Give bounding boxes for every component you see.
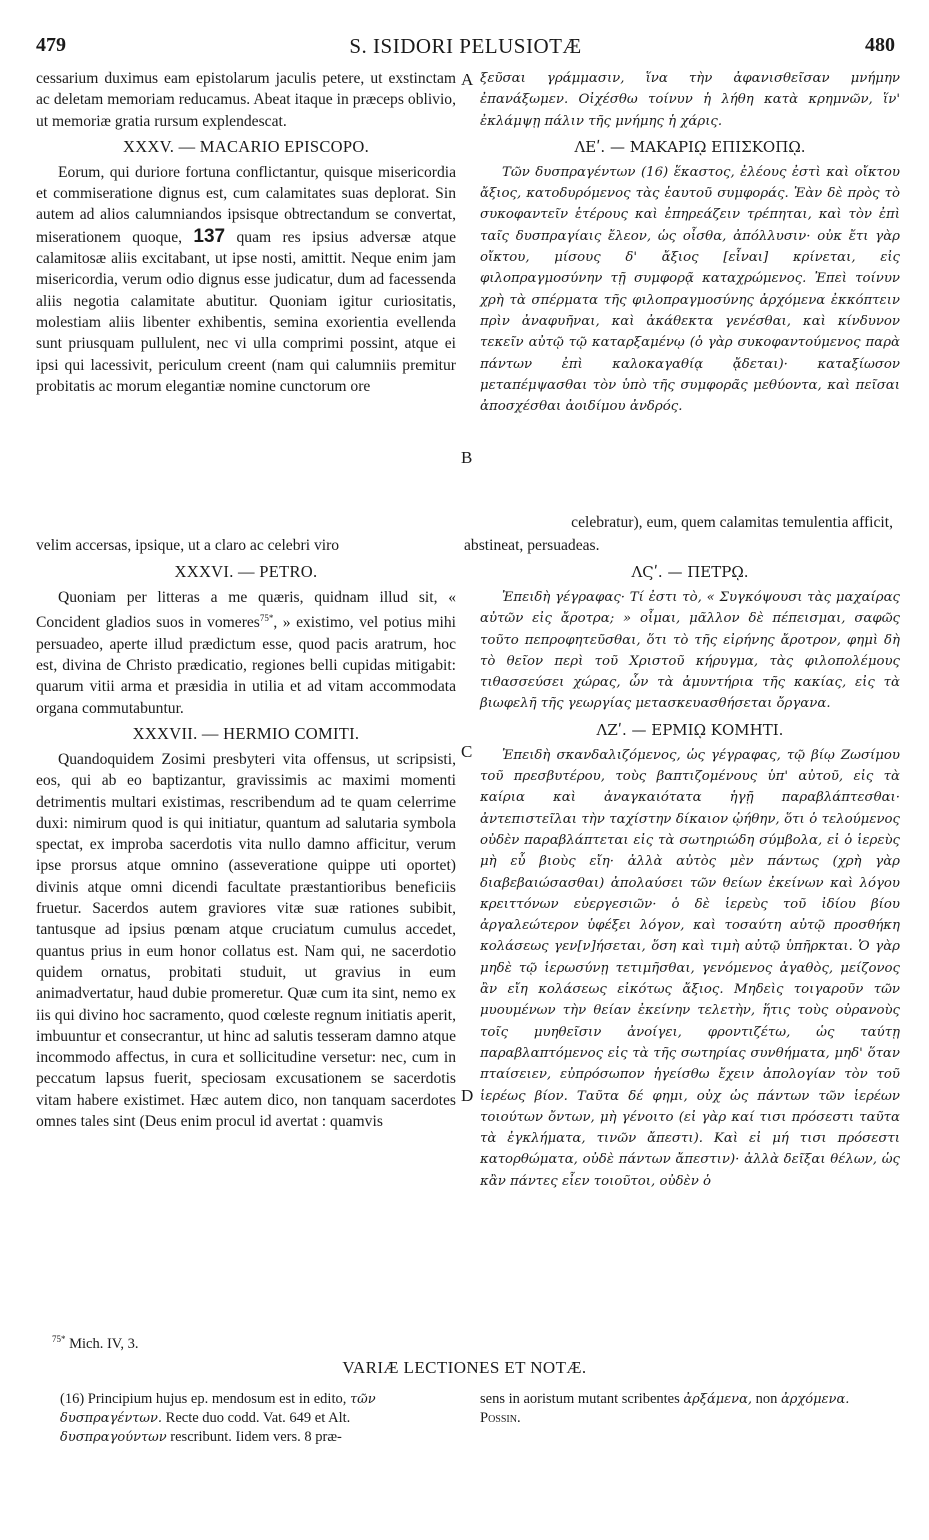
note-left-part2: Recte duo codd. Vat. 649 et Alt. (165, 1410, 351, 1426)
latin-column-upper (36, 68, 456, 397)
greek-heading-37: ΛΖʹ. — ΕΡΜΙῼ ΚΟΜΗΤΙ. (596, 720, 784, 739)
greek-heading-36: ΛϚʹ. — ΠΕΤΡῼ. (631, 563, 749, 581)
note-right-part3: Possin. (480, 1410, 521, 1426)
column-reference-number: 137 (193, 225, 226, 247)
latin-heading-37: XXXVII. — HERMIO COMITI. (132, 723, 360, 743)
note-right-greek2: ἀρχόμενα. (780, 1392, 850, 1407)
note-left-greek1: τῶν δυσπραγέντων. (60, 1392, 376, 1426)
greek-heading-35: ΛΕʹ. — ΜΑΚΑΡΙῼ ΕΠΙΣΚΟΠῼ. (574, 137, 806, 156)
section-marker-d: D (461, 1086, 474, 1105)
footnote-mark: 75* (52, 1334, 66, 1344)
latin-span-2b: abstineat, persuadeas. (464, 537, 600, 554)
greek-intro: ξεῦσαι γράμμασιν, ἵνα τὴν ἀφανισθεῖσαν μνήμην ἐπανάξωμεν. Οἰχέσθω τοίνυν ἡ λήθη κατὰ κρημνῶν, ἵν' ἐκλάμψῃ πάλιν τῆς μνήμης ἡ χάρις. (480, 71, 900, 129)
note-right-greek1: ἀρξάμενα, (683, 1392, 752, 1407)
note-right-part2: non (755, 1391, 778, 1407)
spanning-line-2 (36, 535, 893, 556)
running-header (36, 34, 895, 64)
latin-heading-36: XXXVI. — PETRO. (174, 562, 318, 581)
greek-letter-35: Τῶν δυσπραγέντων (16) ἕκαστος, ἐλέους ἐστὶ καὶ οἴκτου ἄξιος, κατοδυρόμενος τὰς ἑαυτοῦ συμφοράς. Ἐὰν δὲ πρὸς τὸ συκοφαντεῖν ἑτέρους καὶ ἐπηρεάζειν τρέπηται, καὶ τὸν ἐπὶ ταῖς δυσπραγίαις ἔλεον, ὡς οἶσθα, ἀπόλλυσιν· οὐκ ἔτι γὰρ οἴκτου, μίσους δ' ἄξιος [εἶναι] κρίνεται, εἰς φιλοπραγμοσύνην τῇ συμφορᾷ καταχρώμενος. Ἐπεὶ τοίνυν χρὴ τὰ σπέρματα τῆς φιλοπραγμοσύνης ἀρχόμενα ἐκκόπτειν πρὶν ἀναφυῆναι, καὶ ἀκάθεκτα γενέσθαι, καὶ κίνδυνον τεκεῖν αὐτῷ τῷ καταρξαμένῳ (ὁ γὰρ συκοφαντούμενος παρὰ πάντων ἐπὶ καλοκαγαθίᾳ ᾄδεται)· καταξίωσον μεταπέμψασθαι τὸν ὑπὸ τῆς συμφορᾶς μεθύοντα, καὶ πεῖσαι ἀποσχέσθαι ἀοιδίμου ἀνδρός. (480, 164, 900, 415)
section-marker-a: A (461, 70, 474, 89)
greek-letter-37: Ἐπειδὴ σκανδαλιζόμενος, ὡς γέγραφας, τῷ βίῳ Ζωσίμου τοῦ πρεσβυτέρου, τοὺς βαπτιζομένους ὑπ' αὐτοῦ, εἰς τὰ καίρια καὶ ἀναγκαιότατα ἡγῇ παραβλάπτεσθαι· ἀντεπιστεῖλαι τὴν ταχίστην δίκαιον ᾠήθην, ὅτι ὁ τελούμενος οὐδὲν παραβλάπτεται εἰς τὰ σωτηριώδη σύμβολα, εἰ ὁ ἱερεὺς μὴ εὖ βιοὺς εἴη· ἀλλὰ αὐτὸς μὲν πάντως (χρὴ γὰρ διαβεβαιώσασθαι) ἀπολαύσει τῶν θείων ἐκείνων καὶ λόγου κρειττόνων εὐεργεσιῶν· ὁ δὲ ἱερεὺς τοῦ ἰδίου βίου ἀργαλεώτερον ὑφέξει λόγον, καὶ τοσαύτη αὐτῷ προσθήκη κολάσεως γεν[ν]ήσεται, ὅση καὶ τιμὴ αὐτῷ ὑπῆρκται. Ὁ γὰρ μηδὲ τῷ ἱερωσύνῃ τετιμῆσθαι, γενόμενος ἀγαθὸς, μείζονος ἂν εἴη κολάσεως εἰκότως ἄξιος. Μηδεὶς τοιγαροῦν τῶν μυουμένων τὴν θείαν ἐκείνην τελετὴν, ἥτις τοὺς οὐρανοὺς τοῖς μυηθεῖσιν ἀνοίγει, φροντιζέτω, ὡς ταύτῃ παραβλαπτόμενος εἰς τὰ τῆς σωτηρίας συνθήματα, μηδ' ὅταν πταίσειεν, εὐπρόσωπον ἡγείσθω ἔχειν ἀπολογίαν τὸν τοῦ ἱερέως βίον. Ταῦτα δέ φημι, οὐχ ὡς πάντων τῶν ἱερέων τοιούτων ὄντων, μὴ γένοιτο (εἰ γὰρ καί τισι πρόσεστι ταῦτα τὰ ἐγκλήματα, τινῶν ἄπεστι). Καὶ εἰ μή τισι πρόσεστι κατορθώματα, οὐδὲ πάντων ἄπεστιν)· ἀλλὰ δεῖξαι θέλων, ὡς κἂν πάντες εἶεν τοιοῦτοι, οὐδὲν ὁ (480, 747, 900, 1189)
latin-letter-36 (36, 587, 456, 719)
latin-heading-35: XXXV. — MACARIO EPISCOPO. (122, 136, 370, 156)
latin-letter-36-part1: Quoniam per litteras a me quæris, quidnam illud sit, « Concident gladios suos in vomeres (36, 589, 456, 632)
latin-letter-35-part2: quam res ipsius adversæ atque calamitosæ aliis excitabant, ut ipse nosti, amittit. Neque enim jam misericordia, verum odio dignus esse judicatur, dum ad facessenda aliis negotia calamitate abutitur. Quoniam igitur curiositatis, molestiam aliis libenter exhibentis, semina exorientia evellenda sunt priusquam pullulent, nec vi ulla comprimi possint, atque ei ipsi qui lacessivit, periculum creent (nam qui calumniis premitur probitatis ac morum elegantiæ nomine cunctorum ore (36, 228, 456, 395)
latin-column-lower (36, 557, 456, 1132)
latin-letter-35 (36, 162, 456, 397)
latin-intro: cessarium duximus eam epistolarum jaculis petere, ut exstinctam ac deletam memoriam reducamus. Abeat itaque in præceps oblivio, ut memoriæ gratia rursum explendescat. (36, 70, 456, 130)
note-right-part1: sens in aoristum mutant scribentes (480, 1391, 680, 1407)
notes-title: VARIÆ LECTIONES ET NOTÆ. (342, 1358, 587, 1377)
section-marker-c: C (461, 742, 473, 761)
running-title: S. ISIDORI PELUSIOTÆ (349, 34, 582, 58)
page-number-right: 480 (865, 34, 895, 56)
latin-span-1: celebratur), eum, quem calamitas temulentia afficit, (571, 514, 893, 531)
greek-letter-36: Ἐπειδὴ γέγραφας· Τί ἐστι τὸ, « Συγκόψουσι τὰς μαχαίρας αὐτῶν εἰς ἄροτρα; » οἶμαι, μᾶλλον δὲ πέπεισμαι, σαφῶς τοῦτο πεπροφητεῦσθαι, ὅτι τὸ τῆς εἰρήνης ἄροτρον, φημὶ δὴ τὸ θεῖον περὶ τοῦ Χριστοῦ κήρυγμα, τὰς φιλοπολέμους τιθασσεύσει χώρας, ὧν τὰ ἀμυντήρια τῆς κακίας, εἰς τὰ βιωφελῆ τῆς γεωργίας μετασκευασθήσεται ὄργανα. (480, 590, 900, 712)
spanning-line-1 (36, 512, 893, 533)
page-number-left: 479 (36, 34, 66, 56)
greek-column-upper (480, 68, 900, 417)
footnote (52, 1334, 139, 1353)
latin-letter-37: Quandoquidem Zosimi presbyteri vita offensus, ut scripsisti, eos, qui ab eo baptizantur, gravissimis ac maximi momenti detrimentis multari existimas, rescribendum ad te quam celerrime duxi: nimirum quod is qui initiatur, quantum ad salutaria symbola spectat, ex improba sacerdotis vita nullo damno afficitur, verum ipse prorsus atque omnino (asseveratione quippe uti oportet) divinis atque omni dicendi facultate præstantioribus beneficiis fruetur. Sacerdos autem graviores vitæ suæ rationes subibit, tantusque ad ipsius pœnam atque cruciatum cumulus accedet, quantus prius in eum honor collatus est. Nam qui, ne sacerdotio quidem ornatus, probitati studuit, ut gravius in eum animadvertatur, haud dubie promeretur. Quæ cum ita sint, nemo ex iis qui divino hoc sacramento, quod cœleste regnum initiatis aperit, imbuuntur et consecrantur, ut hinc ad salutis tesseram damno atque incommodo affectus, in cura et sollicitudine versetur: nec, cum in peccatum lapsus fuerit, speciosam excusationem se sacerdotis vitam habere existimet. Hæc autem dico, non tanquam sacerdotes omnes tales sint (Deus enim procul id avertat : quamvis (36, 750, 456, 1131)
latin-span-2a: velim accersas, ipsique, ut a claro ac celebri viro (36, 537, 340, 554)
note-left-part1: (16) Principium hujus ep. mendosum est in edito, (60, 1391, 347, 1407)
greek-column-lower (480, 557, 900, 1192)
note-left-part3: rescribunt. Iidem vers. 8 præ- (170, 1429, 342, 1445)
latin-letter-35-part1: Eorum, qui duriore fortuna conflictantur, quisque misericordia et commiseratione dignus est, cum calamitates suas deplorat. Sin autem ad alios calumniandos ipsisque obtrectandum se convertat, miserationem quoque, (36, 163, 456, 246)
latin-letter-36-part2: , » existimo, vel potius mihi persuadeo, aperte illud prædictum esse, quod pacis aratrum, hoc est, divina de Christo prædicatio, regiones belli cupidas mitigabit: quarum vitii arma et præsidia in utilia et ad vitam accommodata organa commutabuntur. (36, 614, 457, 717)
section-marker-b: B (461, 448, 473, 467)
notes-right (480, 1390, 890, 1428)
footnote-reference: 75* (259, 613, 274, 624)
note-left-greek2: δυσπραγούντων (60, 1430, 167, 1445)
notes-left (60, 1390, 460, 1447)
footnote-text: Mich. IV, 3. (69, 1335, 139, 1352)
